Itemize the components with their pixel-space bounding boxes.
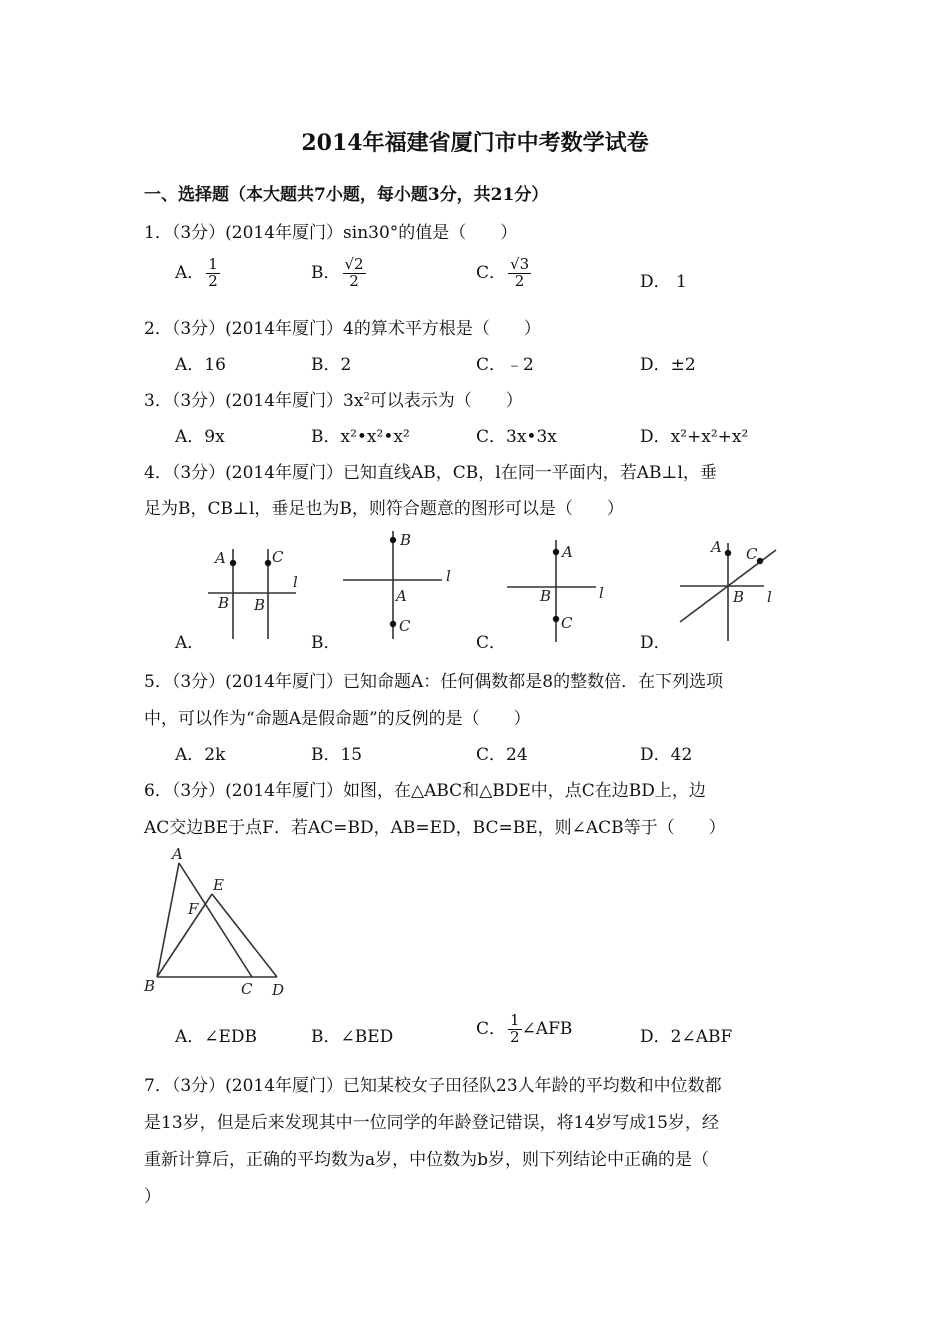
label-l: l [767,588,772,606]
q5-option-a: A．2k [175,745,226,765]
label-c: C [561,614,573,632]
label-c: C [272,548,284,566]
q4-figure-c [503,540,618,645]
q2-option-d: D．±2 [640,355,696,375]
label-c: C [241,980,253,998]
label-c: C [746,545,758,563]
q2-stem: 2．（3分）(2014年厦门）4的算术平方根是（ ） [144,319,541,339]
q7-stem-line3: 重新计算后，正确的平均数为a岁，中位数为b岁，则下列结论中正确的是（ [144,1150,710,1170]
q2-option-b: B．2 [311,355,352,375]
q6-option-b: B．∠BED [311,1027,394,1047]
fraction [206,257,220,290]
label-b: B [400,531,412,549]
option-label: C． [476,1018,507,1039]
q6-triangle-figure [140,843,295,1000]
denominator: 2 [514,271,525,290]
label-a: A [172,845,183,863]
point-b [390,537,396,543]
label-a: A [215,549,226,567]
q6-option-c [476,1013,572,1046]
q4-option-b: B． [311,633,341,653]
point-c [553,616,559,622]
page-title: 2014年福建省厦门市中考数学试卷 [301,130,649,156]
q1-stem: 1．（3分）(2014年厦门）sin30°的值是（ ） [144,223,518,243]
point-c [757,558,763,564]
point-a [553,549,559,555]
q3-option-b: B．x²•x²•x² [311,427,410,447]
q6-option-a: A．∠EDB [175,1027,258,1047]
q1-option-c [476,257,531,290]
label-l: l [599,584,604,602]
fraction [508,257,531,290]
label-c: C [399,617,411,635]
numerator: 1 [510,1011,520,1029]
label-d: D [272,981,285,999]
q5-option-d: D．42 [640,745,693,765]
fraction [508,1013,522,1046]
q5-option-c: C．24 [476,745,528,765]
q4-option-c: C． [476,633,507,653]
section-heading: 一、选择题（本大题共7小题，每小题3分，共21分） [144,185,549,205]
q5-stem-line2: 中，可以作为“命题A是假命题”的反例的是（ ） [144,709,531,729]
q3-stem-part: 可以表示为（ ） [369,391,523,411]
point-a [725,550,731,556]
label-a: A [711,538,722,556]
label-f: F [188,900,199,918]
q7-stem-line4: ） [144,1187,161,1207]
numerator: 1 [208,255,218,273]
q4-stem-line2: 足为B，CB⊥l，垂足也为B，则符合题意的图形可以是（ ） [144,499,624,519]
q3-option-d: D．x²+x²+x² [640,427,749,447]
label-e: E [213,876,224,894]
exponent: 2 [363,391,370,403]
label-a: A [396,587,407,605]
numerator: √3 [510,255,530,273]
option-label: C． [476,262,507,283]
q4-figure-d [674,535,789,645]
q3-stem [144,386,523,411]
q5-stem-line1: 5．（3分）(2014年厦门）已知命题A：任何偶数都是8的整数倍．在下列选项 [144,672,724,692]
q6-stem-line1: 6．（3分）(2014年厦门）如图，在△ABC和△BDE中，点C在边BD上，边 [144,781,706,801]
option-label: A． [175,262,205,283]
label-l: l [293,573,298,591]
denominator: 2 [510,1027,520,1046]
q4-option-d: D． [640,633,671,653]
q7-stem-line2: 是13岁，但是后来发现其中一位同学的年龄登记错误，将14岁写成15岁，经 [144,1113,719,1133]
q4-figure-a [200,535,310,645]
q6-option-d: D．2∠ABF [640,1027,733,1047]
q3-stem-part: 3．（3分）(2014年厦门）3x [144,391,364,411]
q3-option-a: A．9x [175,427,225,447]
denominator: 2 [349,271,359,290]
point-c [265,560,271,566]
option-text: ∠AFB [521,1018,573,1039]
q4-stem-line1: 4．（3分）(2014年厦门）已知直线AB，CB，l在同一平面内，若AB⊥l，垂 [144,463,717,483]
q2-option-a: A．16 [175,355,226,375]
point-c [390,621,396,627]
q3-option-c: C．3x•3x [476,427,557,447]
q6-stem-line2: AC交边BE于点F．若AC=BD，AB=ED，BC=BE，则∠ACB等于（ ） [144,818,726,838]
numerator: √2 [344,255,364,273]
q4-figure-b [338,527,463,645]
q4-option-a: A． [175,633,205,653]
q7-stem-line1: 7．（3分）(2014年厦门）已知某校女子田径队23人年龄的平均数和中位数都 [144,1076,722,1096]
label-b: B [254,596,266,614]
denominator: 2 [208,271,218,290]
q2-option-c: C．﹣2 [476,355,534,375]
label-b: B [733,588,745,606]
q5-option-b: B．15 [311,745,363,765]
q1-option-b [311,257,366,290]
label-b: B [144,977,156,995]
label-b: B [540,587,552,605]
label-b: B [218,594,230,612]
option-label: B． [311,262,341,283]
q1-option-a [175,257,220,290]
label-l: l [446,567,451,585]
point-a [230,560,236,566]
q1-option-d: D． 1 [640,272,687,292]
label-a: A [562,543,573,561]
fraction [343,257,366,290]
